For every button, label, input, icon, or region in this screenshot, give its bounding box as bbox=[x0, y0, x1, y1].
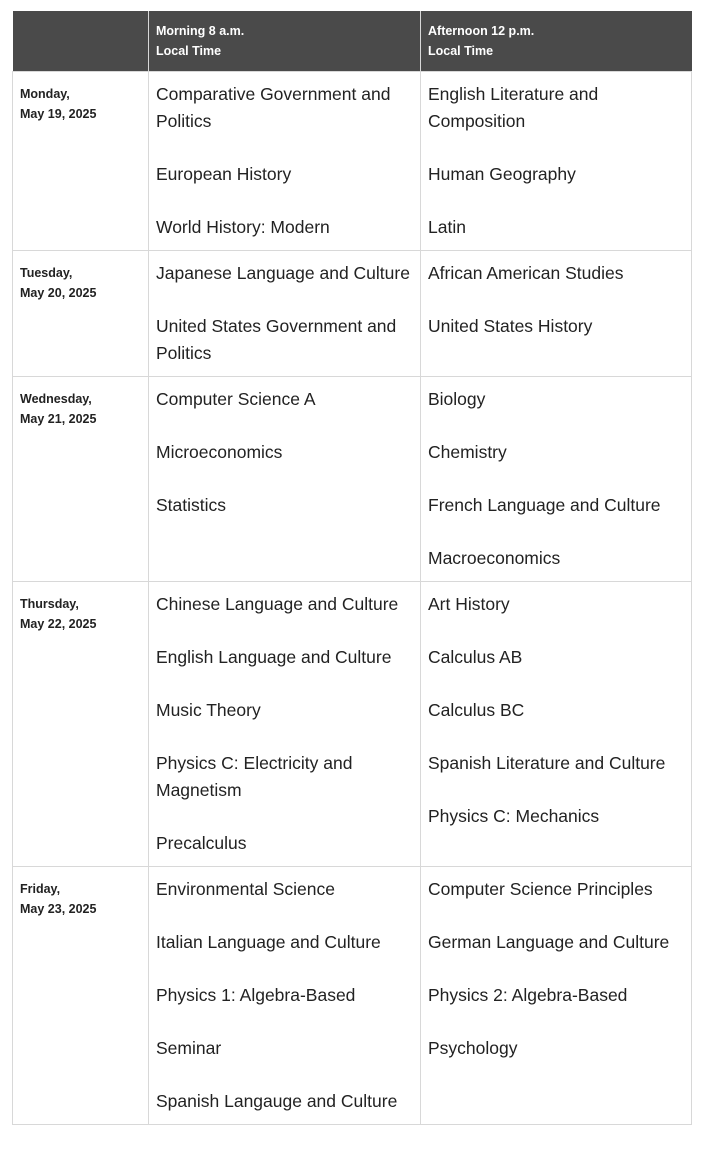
exam-name: Physics C: Mechanics bbox=[428, 806, 600, 826]
table-body bbox=[13, 72, 692, 1125]
header-afternoon-zone: Local Time bbox=[428, 44, 494, 58]
afternoon-cell bbox=[421, 377, 692, 582]
exam-name: French Language and Culture bbox=[428, 495, 661, 515]
morning-cell bbox=[149, 251, 421, 377]
exam-name: Comparative Government and Politics bbox=[156, 84, 391, 131]
exam-name: Computer Science A bbox=[156, 389, 316, 409]
exam-name: Human Geography bbox=[428, 164, 576, 184]
header-morning-zone: Local Time bbox=[156, 44, 222, 58]
day-cell bbox=[13, 72, 149, 251]
table-row bbox=[13, 251, 692, 377]
morning-cell bbox=[149, 582, 421, 867]
day-date: May 22, 2025 bbox=[20, 617, 97, 631]
exam-name: Environmental Science bbox=[156, 879, 335, 899]
header-corner-cell bbox=[13, 11, 149, 72]
day-name: Wednesday, bbox=[20, 392, 92, 406]
exam-name: German Language and Culture bbox=[428, 932, 670, 952]
day-name: Tuesday, bbox=[20, 266, 73, 280]
header-row bbox=[13, 11, 692, 72]
exam-name: Physics 2: Algebra-Based bbox=[428, 985, 628, 1005]
header-morning bbox=[149, 11, 421, 72]
exam-name: Chinese Language and Culture bbox=[156, 594, 399, 614]
exam-name: World History: Modern bbox=[156, 217, 330, 237]
morning-cell bbox=[149, 72, 421, 251]
schedule-table bbox=[12, 11, 692, 1125]
day-cell bbox=[13, 582, 149, 867]
exam-name: European History bbox=[156, 164, 292, 184]
exam-name: Latin bbox=[428, 217, 466, 237]
exam-name: Microeconomics bbox=[156, 442, 283, 462]
day-date: May 20, 2025 bbox=[20, 286, 97, 300]
exam-name: English Language and Culture bbox=[156, 647, 392, 667]
exam-name: African American Studies bbox=[428, 263, 624, 283]
exam-name: Seminar bbox=[156, 1038, 222, 1058]
exam-name: Precalculus bbox=[156, 833, 247, 853]
exam-name: Calculus AB bbox=[428, 647, 523, 667]
day-cell bbox=[13, 251, 149, 377]
morning-cell bbox=[149, 867, 421, 1125]
exam-name: English Literature and Composition bbox=[428, 84, 599, 131]
afternoon-cell bbox=[421, 251, 692, 377]
day-cell bbox=[13, 377, 149, 582]
exam-name: Music Theory bbox=[156, 700, 261, 720]
exam-name: Chemistry bbox=[428, 442, 507, 462]
afternoon-cell bbox=[421, 582, 692, 867]
table-row bbox=[13, 72, 692, 251]
day-cell bbox=[13, 867, 149, 1125]
afternoon-cell bbox=[421, 867, 692, 1125]
exam-name: Biology bbox=[428, 389, 486, 409]
exam-name: Spanish Literature and Culture bbox=[428, 753, 666, 773]
exam-name: Spanish Langauge and Culture bbox=[156, 1091, 398, 1111]
exam-name: Physics 1: Algebra-Based bbox=[156, 985, 356, 1005]
exam-name: Physics C: Electricity and Magnetism bbox=[156, 753, 353, 800]
morning-cell bbox=[149, 377, 421, 582]
exam-name: Statistics bbox=[156, 495, 227, 515]
table-row bbox=[13, 867, 692, 1125]
header-morning-time: Morning 8 a.m. bbox=[156, 24, 245, 38]
day-name: Friday, bbox=[20, 882, 61, 896]
day-name: Thursday, bbox=[20, 597, 79, 611]
day-date: May 21, 2025 bbox=[20, 412, 97, 426]
table-header bbox=[13, 11, 692, 72]
exam-name: Macroeconomics bbox=[428, 548, 561, 568]
day-date: May 23, 2025 bbox=[20, 902, 97, 916]
table-row bbox=[13, 582, 692, 867]
exam-name: Italian Language and Culture bbox=[156, 932, 381, 952]
exam-name: Calculus BC bbox=[428, 700, 525, 720]
table-row bbox=[13, 377, 692, 582]
exam-name: Japanese Language and Culture bbox=[156, 263, 410, 283]
exam-name: United States Government and Politics bbox=[156, 316, 397, 363]
afternoon-cell bbox=[421, 72, 692, 251]
header-afternoon bbox=[421, 11, 692, 72]
exam-name: Computer Science Principles bbox=[428, 879, 653, 899]
exam-name: United States History bbox=[428, 316, 593, 336]
exam-name: Psychology bbox=[428, 1038, 518, 1058]
exam-schedule bbox=[12, 11, 691, 1125]
day-name: Monday, bbox=[20, 87, 70, 101]
day-date: May 19, 2025 bbox=[20, 107, 97, 121]
header-afternoon-time: Afternoon 12 p.m. bbox=[428, 24, 535, 38]
exam-name: Art History bbox=[428, 594, 510, 614]
